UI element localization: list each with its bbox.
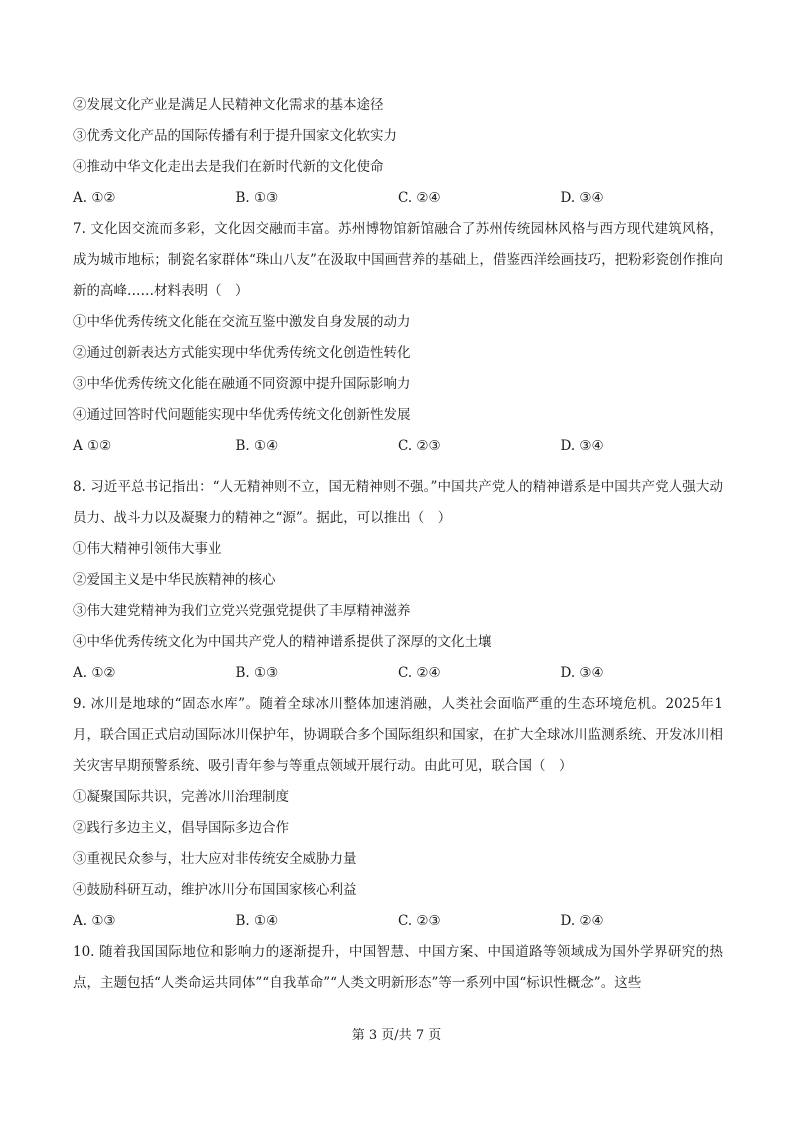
q8-stem: 8. 习近平总书记指出：“人无精神则不立，国无精神则不强。”中国共产党人的精神谱系是中国共产党人强大动员力、战斗力以及凝聚力的精神之“源”。据此，可以推出（ ） (73, 479, 723, 526)
q7-options (73, 431, 723, 462)
q9-option-d[interactable]: D. ②④ (560, 913, 604, 930)
q7-stem: 7. 文化因交流而多彩，文化因交融而丰富。苏州博物馆新馆融合了苏州传统园林风格与西方现代建筑风格，成为城市地标；制瓷名家群体“珠山八友”在汲取中国画营养的基础上，借鉴西洋绘画技巧，把粉彩瓷创作推向新的高峰……材料表明（ ） (73, 221, 723, 299)
q9-option-a[interactable]: A. ①③ (73, 913, 116, 930)
q9-options (73, 906, 723, 937)
q9-option-c[interactable]: C. ②③ (398, 913, 441, 930)
q9-item-4: ④鼓励科研互动，维护冰川分布国国家核心利益 (73, 882, 357, 899)
q9-item-2: ②践行多边主义，倡导国际多边合作 (73, 820, 289, 837)
q8-options (73, 658, 723, 689)
q9-option-b[interactable]: B. ①④ (235, 913, 279, 930)
q7-option-c[interactable]: C. ②③ (398, 438, 441, 455)
q8-option-b[interactable]: B. ①③ (235, 665, 279, 682)
q7-item-1: ①中华优秀传统文化能在交流互鉴中激发自身发展的动力 (73, 314, 411, 331)
q6-option-b[interactable]: B. ①③ (235, 190, 279, 207)
page-content (73, 90, 723, 999)
q10-stem: 10. 随着我国国际地位和影响力的逐渐提升，中国智慧、中国方案、中国道路等领域成为国外学界研究的热点，主题包括“人类命运共同体”“自我革命”“人类文明新形态”等一系列中国“标识性概念”。这些 (73, 944, 723, 991)
q6-option-d[interactable]: D. ③④ (560, 190, 604, 207)
q8-option-c[interactable]: C. ②④ (398, 665, 441, 682)
q6-options (73, 183, 723, 214)
q8-item-3: ③伟大建党精神为我们立党兴党强党提供了丰厚精神滋养 (73, 603, 411, 620)
q8-item-2: ②爱国主义是中华民族精神的核心 (73, 572, 276, 589)
q8-item-4: ④中华优秀传统文化为中国共产党人的精神谱系提供了深厚的文化土壤 (73, 634, 492, 651)
q8-option-a[interactable]: A. ①② (73, 665, 116, 682)
q7-item-4: ④通过回答时代问题能实现中华优秀传统文化创新性发展 (73, 407, 411, 424)
spacer (73, 462, 723, 472)
q7-item-3: ③中华优秀传统文化能在融通不同资源中提升国际影响力 (73, 376, 411, 393)
q7-option-a[interactable]: A ①② (73, 438, 112, 455)
q9-item-1: ①凝聚国际共识，完善冰川治理制度 (73, 789, 289, 806)
q8-option-d[interactable]: D. ③④ (560, 665, 604, 682)
q7-option-d[interactable]: D. ③④ (560, 438, 604, 455)
q6-item-4: ④推动中华文化走出去是我们在新时代新的文化使命 (73, 159, 384, 176)
q9-stem: 9. 冰川是地球的“固态水库”。随着全球冰川整体加速消融，人类社会面临严重的生态环境危机。2025年1月，联合国正式启动国际冰川保护年，协调联合多个国际组织和国家，在扩大全球冰川监测系统、开发冰川相关灾害早期预警系统、吸引青年参与等重点领域开展行动。由此可见，联合国（ ） (73, 696, 723, 774)
q9-item-3: ③重视民众参与，壮大应对非传统安全威胁力量 (73, 851, 357, 868)
q6-item-2: ②发展文化产业是满足人民精神文化需求的基本途径 (73, 97, 384, 114)
q6-item-3: ③优秀文化产品的国际传播有利于提升国家文化软实力 (73, 128, 397, 145)
page-number-footer: 第 3 页/共 7 页 (351, 1028, 442, 1043)
q7-item-2: ②通过创新表达方式能实现中华优秀传统文化创造性转化 (73, 345, 411, 362)
q7-option-b[interactable]: B. ①④ (235, 438, 279, 455)
q8-item-1: ①伟大精神引领伟大事业 (73, 541, 222, 558)
q6-option-a[interactable]: A. ①② (73, 190, 116, 207)
q6-option-c[interactable]: C. ②④ (398, 190, 441, 207)
